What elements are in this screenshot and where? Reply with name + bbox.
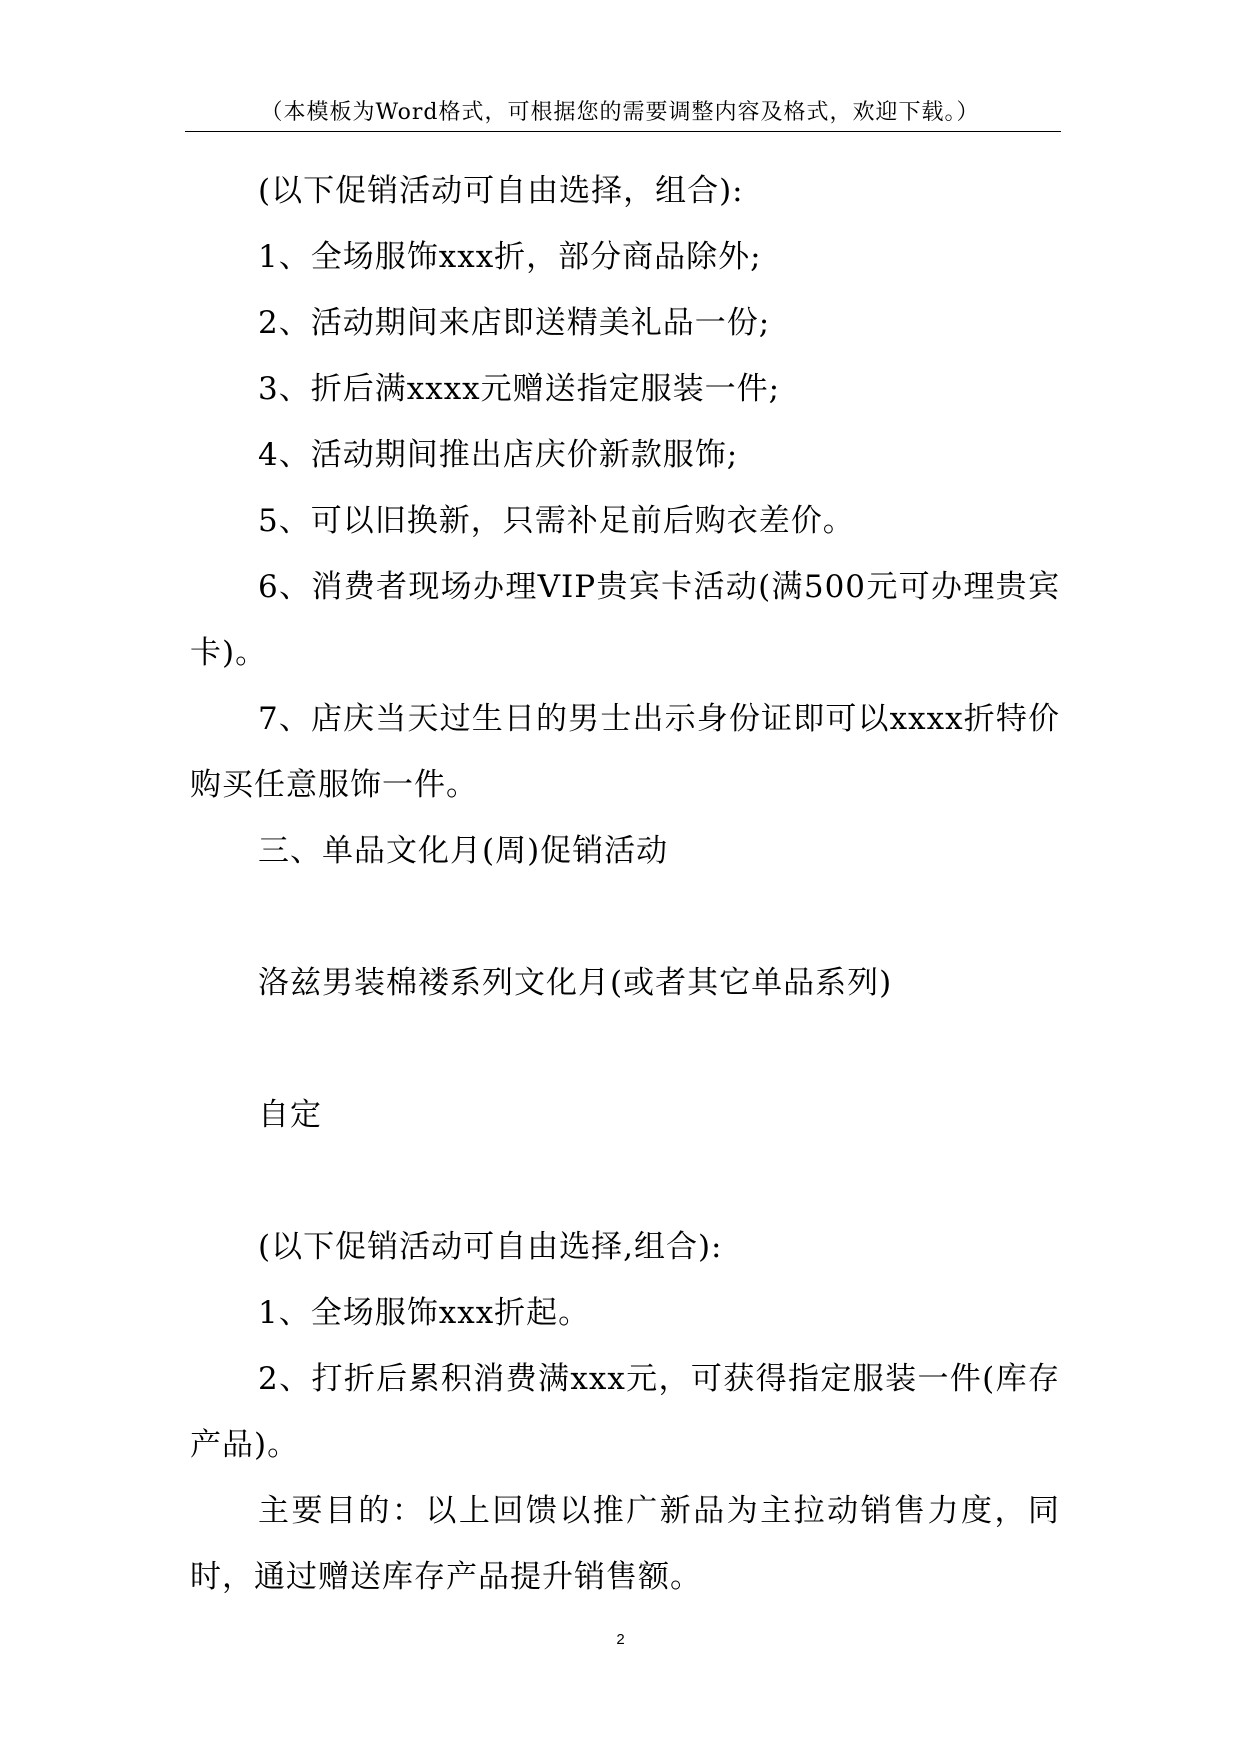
promo-intro-paragraph: (以下促销活动可自由选择，组合): [258,173,744,209]
header-divider-line [185,131,1061,132]
promo-item-2: 2、活动期间来店即送精美礼品一份; [258,305,771,341]
series-name-paragraph: 洛兹男装棉褛系列文化月(或者其它单品系列) [258,965,893,1001]
promo-item-4: 4、活动期间推出店庆价新款服饰; [258,437,739,473]
custom-note-paragraph: 自定 [258,1097,322,1133]
promo-item-1: 1、全场服饰xxx折，部分商品除外; [258,239,762,275]
section-heading-single-item-culture-month: 三、单品文化月(周)促销活动 [258,833,669,869]
page-number: 2 [616,1631,625,1648]
document-body [190,158,1060,1610]
template-notice-header: （本模板为Word格式，可根据您的需要调整内容及格式，欢迎下载。） [260,100,980,125]
main-purpose-paragraph: 主要目的：以上回馈以推广新品为主拉动销售力度，同时，通过赠送库存产品提升销售额。 [190,1493,1060,1595]
promo-item-3: 3、折后满xxxx元赠送指定服装一件; [258,371,781,407]
promo-intro-paragraph-2: (以下促销活动可自由选择,组合): [258,1229,723,1265]
promo-item-6: 6、消费者现场办理VIP贵宾卡活动(满500元可办理贵宾卡)。 [190,569,1060,671]
promo-item-1-b: 1、全场服饰xxx折起。 [258,1295,591,1331]
promo-item-5: 5、可以旧换新，只需补足前后购衣差价。 [258,503,855,539]
promo-item-2-b: 2、打折后累积消费满xxx元，可获得指定服装一件(库存产品)。 [190,1361,1060,1463]
promo-item-7: 7、店庆当天过生日的男士出示身份证即可以xxxx折特价购买任意服饰一件。 [190,701,1060,803]
